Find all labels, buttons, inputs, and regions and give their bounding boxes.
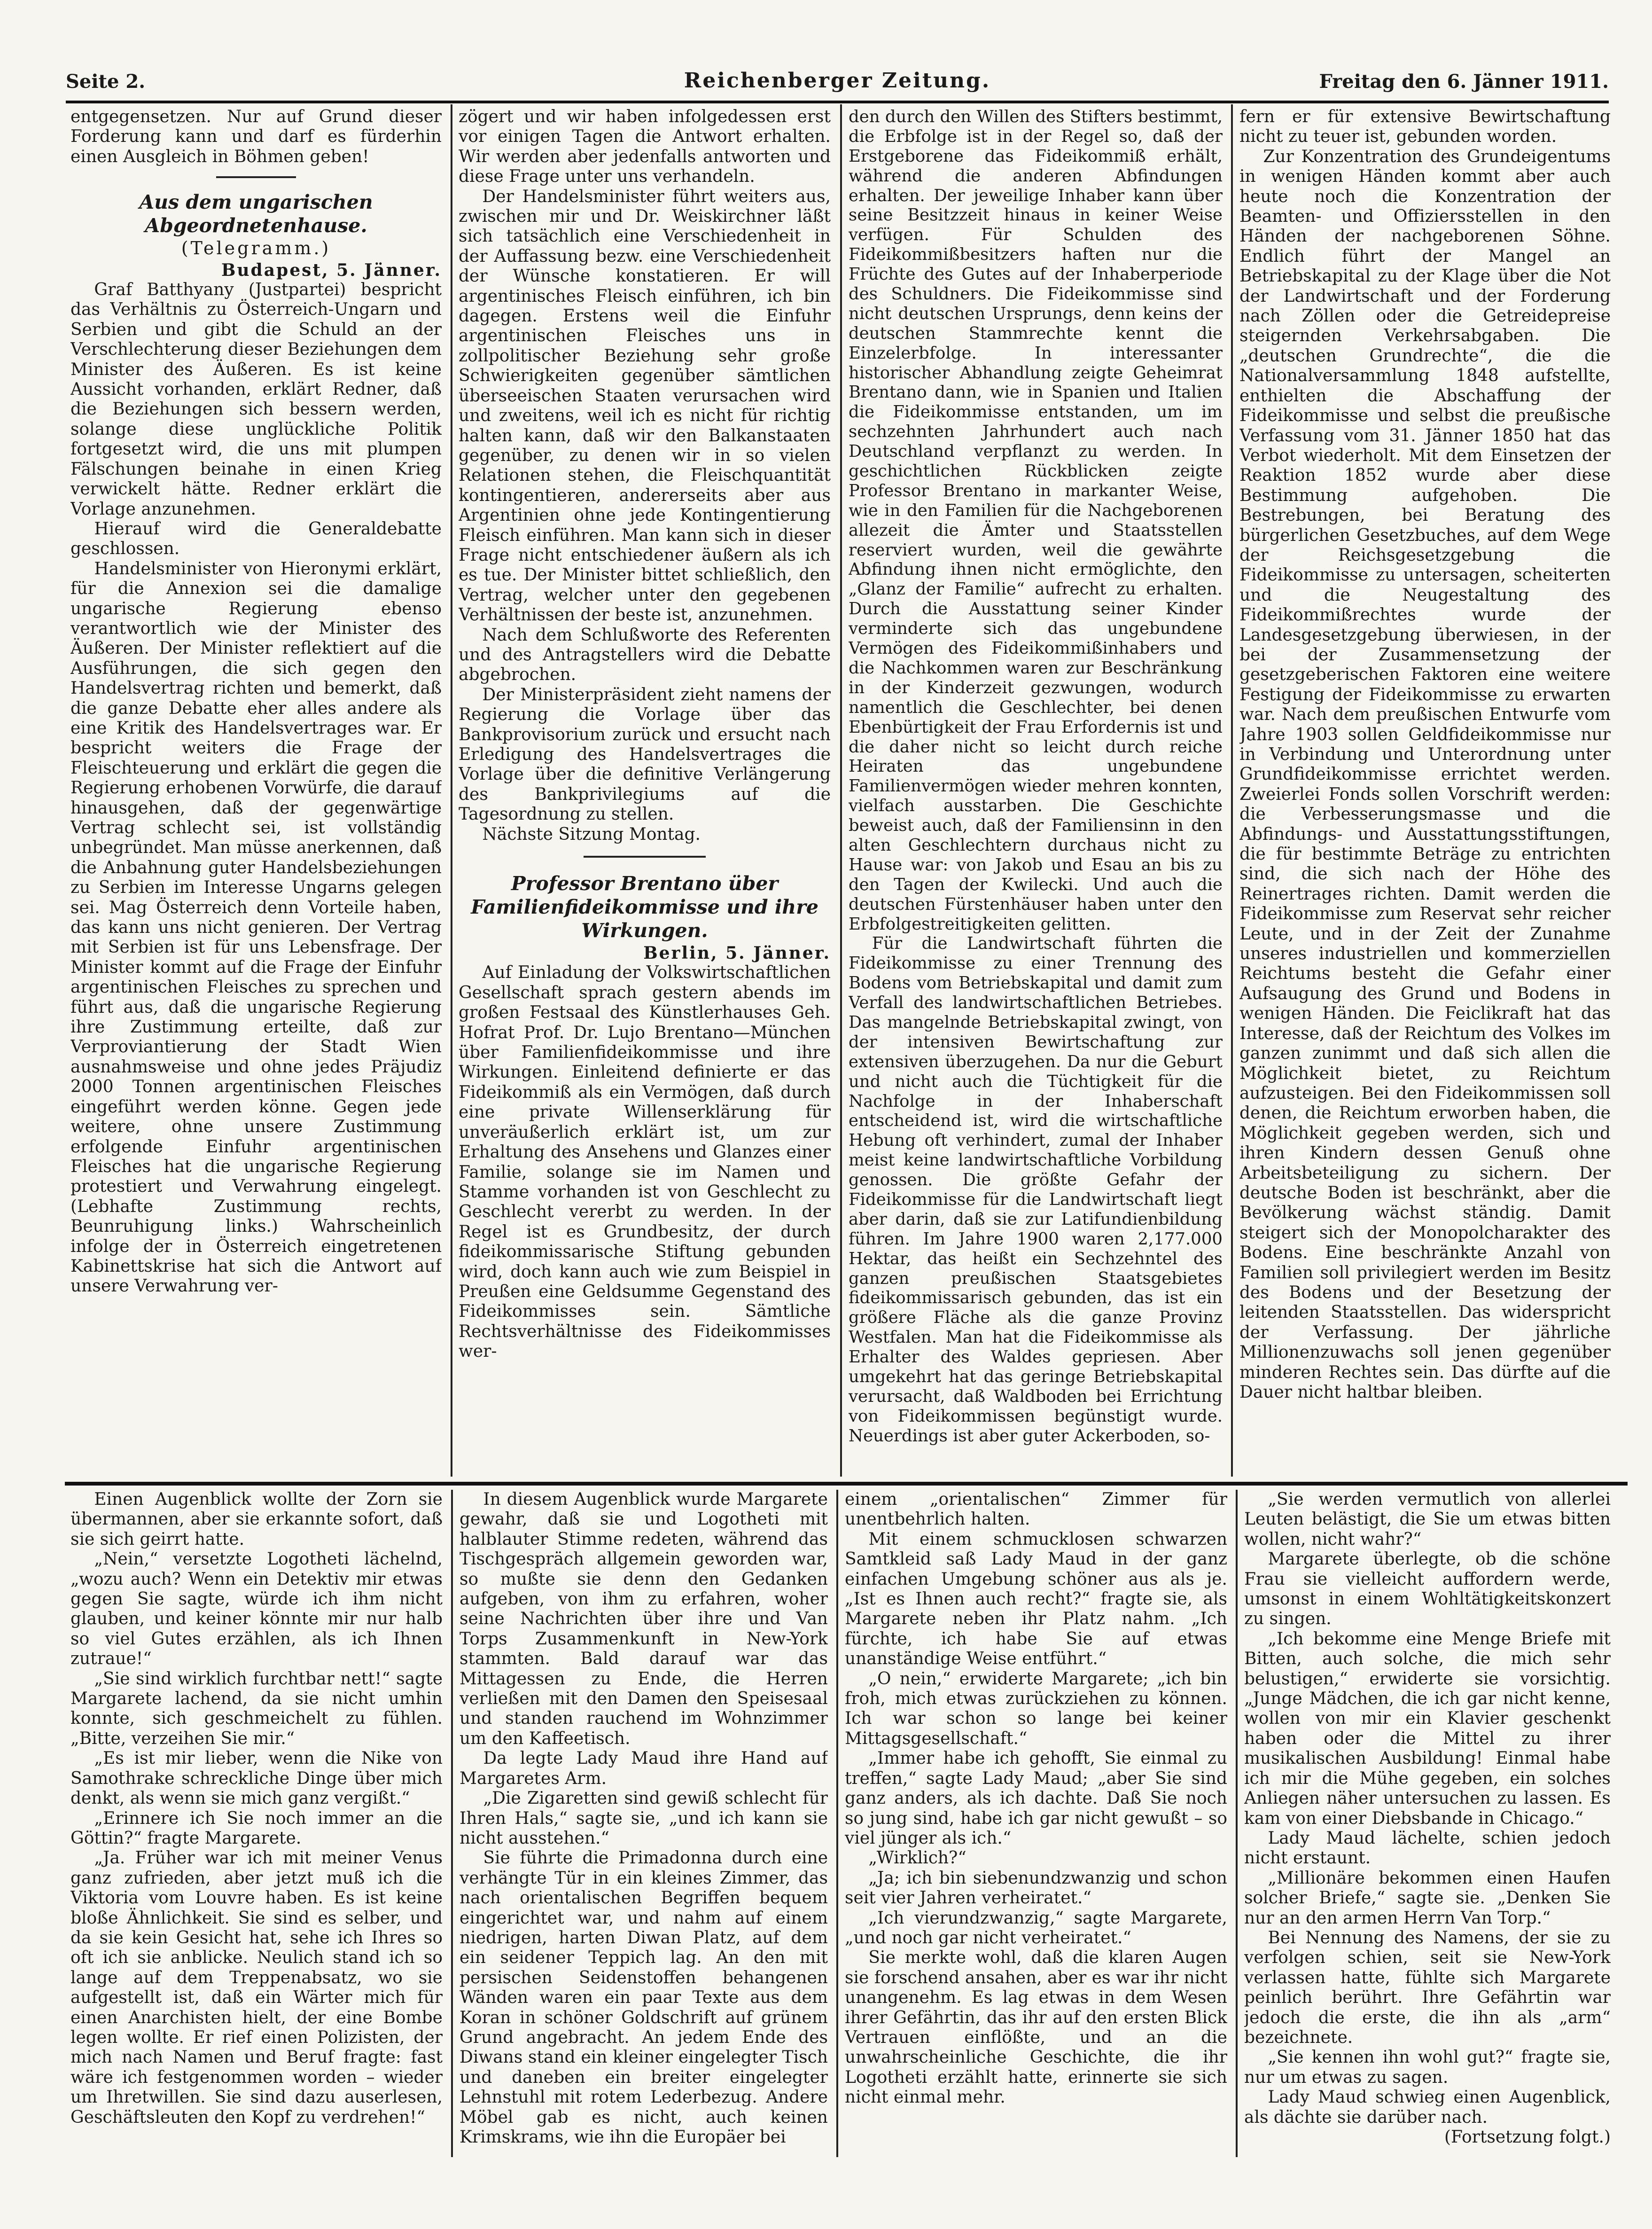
story-text: In diesem Augenblick wurde Margarete gewahr, daß sie und Logotheti mit halblauter Stimme redeten, während das Tischgespräch allgemein geworden war, so mußte sie denn den Gedanken aufgeben, von ihm zu erfahren, woher seine Nachrichten über ihre und Van Torps Zusammenkunft in New-York stammten. Bald darauf war das Mittagessen zu Ende, die Herren verließen mit den Damen den Speisesaal und standen rauchend im Wohnzimmer um den Kaffeetisch. <box>460 1490 828 1748</box>
dateline: Budapest, 5. Jänner. <box>221 260 442 280</box>
story-text: „Ja. Früher war ich mit meiner Venus ganz zufrieden, aber jetzt muß ich die Viktoria vom Louvre haben. Es ist keine bloße Ähnlichkeit. Sie sind es selber, und da sie kein Gesicht hat, sehe ich Ihres so oft ich sie anblicke. Neulich stand ich so lange auf dem Treppenabsatz, wo sie aufgestellt ist, daß ein Wärter mich für einen Anarchisten hielt, der eine Bombe legen wollte. Er rief einen Polizisten, der mich nach Namen und Beruf fragte: fast wäre ich festgenommen worden – wieder um Ihretwillen. Sie sind dazu auserlesen, Geschäftsleuten den Kopf zu verdrehen!“ <box>70 1848 443 2127</box>
story-text: „Erinnere ich Sie noch immer an die Göttin?“ fragte Margarete. <box>70 1808 443 1848</box>
story-text: „Wirklich?“ <box>868 1848 966 1868</box>
column-rule <box>451 1490 453 2157</box>
article-text: Nach dem Schlußworte des Referenten und des Antragstellers wird die Debatte abgebrochen. <box>459 625 831 685</box>
story-text: „Es ist mir lieber, wenn die Nike von Samothrake schreckliche Dinge über mich denkt, als wenn sie mich ganz vergißt.“ <box>70 1749 443 1808</box>
article-text: Hierauf wird die Generaldebatte geschlossen. <box>70 519 442 559</box>
story-text: Mit einem schmucklosen schwarzen Samtkleid saß Lady Maud in der ganz einfachen Umgebung schöner aus als je. „Ist es Ihnen auch recht?“ fragte sie, als Margarete neben ihr Platz nahm. „Ich fürchte, ich habe Sie auf etwas unanständige Weise entführt.“ <box>845 1529 1227 1669</box>
separator-rule <box>216 176 296 178</box>
header-rule <box>66 101 1609 103</box>
column-4 <box>1239 107 1611 1475</box>
story-text: „Ich bekomme eine Menge Briefe mit Bitten, auch solche, die mich sehr belustigen,“ erwiderte sie vorsichtig. „Junge Mädchen, die ich gar nicht kenne, wollen von mir ein Klavier geschenkt haben oder die Mittel zu ihrer musikalischen Ausbildung! Einmal habe ich mir die Mühe gegeben, ein solches Anliegen näher untersuchen zu lassen. Es kam von einer Diebsbande in Chicago.“ <box>1244 1629 1611 1828</box>
column-rule <box>836 1490 838 2157</box>
column-rule <box>1231 104 1233 1477</box>
feuilleton-column-2 <box>460 1490 828 2157</box>
story-text: Sie merkte wohl, daß die klaren Augen sie forschend ansahen, aber es war ihr nicht unangenehm. Es lag etwas in dem Wesen ihrer Gefährtin, das ihr auf den ersten Blick Vertrauen einflößte, und an die unwahrscheinliche Geschichte, die ihr Logotheti erzählt hatte, erinnerte sie sich nicht einmal mehr. <box>845 1948 1227 2107</box>
story-text: Lady Maud lächelte, schien jedoch nicht erstaunt. <box>1244 1828 1611 1868</box>
feuilleton-column-4 <box>1244 1490 1611 2157</box>
column-rule <box>840 104 842 1477</box>
article-text: den durch den Willen des Stifters bestimmt, die Erbfolge ist in der Regel so, daß der Erstgeborene das Fideikommiß erhält, während die anderen Abfindungen erhalten. Der jeweilige Inhaber kann über seine Besitzzeit hinaus in keiner Weise verfügen. Für Schulden des Fideikommißbesitzers haften nur die Früchte des Gutes auf der Inhaberperiode des Schuldners. Die Fideikommisse sind nicht deutschen Ursprungs, denn keins der deutschen Stammrechte kennt die Einzelerbfolge. In interessanter historischer Abhandlung zeigte Geheimrat Brentano dann, wie in Spanien und Italien die Fideikommisse entstanden, um im sechzehnten Jahrhundert auch nach Deutschland verpflanzt zu werden. In geschichtlichen Rückblicken zeigte Professor Brentano in markanter Weise, wie in den Familien für die Nachgeborenen allezeit die Ämter und Staatsstellen reserviert wurden, weil die gewährte Abfindung ihnen nicht ermöglichte, den „Glanz der Familie“ aufrecht zu erhalten. Durch die Ausstattung seiner Kinder verminderte sich das ungebundene Vermögen des Fideikommißinhabers und die Nachkommen waren zur Beschränkung in der Kinderzeit gezwungen, wodurch namentlich die Geschlechter, bei denen Ebenbürtigkeit der Frau Erfordernis ist und die daher nicht so leicht durch reiche Heiraten das ungebundene Familienvermögen wieder mehren konnten, vielfach ausstarben. Die Geschichte beweist auch, daß der Familiensinn in den alten Geschlechtern durchaus nicht zu Hause war: von Jakob und Esau an bis zu den Tagen der Kwilecki. Und auch die deutschen Fürstenhäuser haben unter den Erbfolgestreitigkeiten gelitten. <box>849 107 1223 934</box>
article-text: zögert und wir haben infolgedessen erst vor einigen Tagen die Antwort erhalten. Wir werden aber jedenfalls antworten und diese Frage unter uns verhandeln. <box>459 107 831 187</box>
article-text: Auf Einladung der Volkswirtschaftlichen Gesellschaft sprach gestern abends im großen Festsaal des Künstlerhauses Geh. Hofrat Prof. Dr. Lujo Brentano—München über Familienfideikommisse und ihre Wirkungen. Einleitend definierte er das Fideikommiß als ein Vermögen, daß durch eine private Willenserklärung für unveräußerlich erklärt ist, um zur Erhaltung des Ansehens und Glanzes einer Familie, solange sie im Namen und Stamme vorhanden ist von Geschlecht zu Geschlecht vererbt zu werden. In der Regel ist es Grundbesitz, der durch fideikommissarische Stiftung gebunden wird, doch kann auch wie zum Beispiel in Preußen eine Geldsumme Gegenstand des Fideikommisses sein. Sämtliche Rechtsverhältnisse des Fideikommisses wer- <box>459 963 831 1361</box>
article-text: entgegensetzen. Nur auf Grund dieser Forderung kann und darf es fürderhin einen Ausgleich in Böhmen geben! <box>70 107 442 166</box>
story-text: „Sie werden vermutlich von allerlei Leuten belästigt, die Sie um etwas bitten wollen, nicht wahr?“ <box>1244 1490 1611 1549</box>
issue-date: Freitag den 6. Jänner 1911. <box>1319 70 1609 93</box>
article-text: Nächste Sitzung Montag. <box>482 824 701 844</box>
story-text: „Ich vierundzwanzig,“ sagte Margarete, „und noch gar nicht verheiratet.“ <box>845 1908 1227 1947</box>
dateline: Berlin, 5. Jänner. <box>643 943 831 963</box>
column-2 <box>459 107 831 1475</box>
column-1 <box>70 107 442 1475</box>
story-text: „Immer habe ich gehofft, Sie einmal zu treffen,“ sagte Lady Maud; „aber Sie sind ganz anders, als ich dachte. Daß Sie noch so jung sind, habe ich gar nicht gewußt – so viel jünger als ich.“ <box>845 1749 1227 1848</box>
article-text: Graf Batthyany (Justpartei) bespricht das Verhältnis zu Österreich-Ungarn und Serbien und gibt die Schuld an der Verschlechterung dieser Beziehungen dem Minister des Äußeren. Es ist keine Aussicht vorhanden, erklärt Redner, daß die Beziehungen sich bessern werden, solange diese unglückliche Politik fortgesetzt wird, die uns mit plumpen Fälschungen beinahe in einen Krieg verwickelt hätte. Redner erklärt die Vorlage anzunehmen. <box>70 280 442 519</box>
section-divider <box>65 1482 1628 1486</box>
article-text: Der Ministerpräsident zieht namens der Regierung die Vorlage über das Bankprovisorium zurück und ersucht nach Erledigung des Handelsvertrages die Vorlage über die definitive Verlängerung des Bankprivilegiums auf die Tagesordnung zu stellen. <box>459 685 831 824</box>
newspaper-title: Reichenberger Zeitung. <box>684 69 991 93</box>
feuilleton-column-3 <box>845 1490 1227 2157</box>
article-text: fern er für extensive Bewirtschaftung nicht zu teuer ist, gebunden worden. <box>1239 107 1611 147</box>
story-text: „Millionäre bekommen einen Haufen solcher Briefe,“ sagte sie. „Denken Sie nur an den armen Herrn Van Torp.“ <box>1244 1868 1611 1928</box>
story-text: „Sie sind wirklich furchtbar nett!“ sagte Margarete lachend, da sie nicht umhin konnte, sich geschmeichelt zu fühlen. „Bitte, verzeihen Sie mir.“ <box>70 1669 443 1748</box>
story-text: Da legte Lady Maud ihre Hand auf Margaretes Arm. <box>460 1749 828 1788</box>
story-text: Lady Maud schwieg einen Augenblick, als dächte sie darüber nach. <box>1244 2088 1611 2127</box>
article-headline: Aus dem ungarischen Abgeordnetenhause. <box>139 191 373 237</box>
separator-rule <box>584 856 706 858</box>
story-text: Sie führte die Primadonna durch eine verhängte Tür in ein kleines Zimmer, das nach orientalischen Begriffen bequem eingerichtet war, und nahm auf einem niedrigen, harten Diwan Platz, auf dem ein seidener Teppich lag. An den mit persischen Seidenstoffen behangenen Wänden waren ein paar Texte aus dem Koran in schöner Goldschrift auf grünem Grund angebracht. An jedem Ende des Diwans stand ein kleiner eingelegter Tisch und daneben ein breiter eingelegter Lehnstuhl mit rotem Lederbezug. Andere Möbel gab es nicht, auch keinen Krimskrams, wie ihn die Europäer bei <box>460 1848 828 2147</box>
column-rule <box>451 104 452 1477</box>
story-text: „Die Zigaretten sind gewiß schlecht für Ihren Hals,“ sagte sie, „und ich kann sie nicht ausstehen.“ <box>460 1789 828 1848</box>
article-text: Für die Landwirtschaft führten die Fideikommisse zu einer Trennung des Bodens vom Betriebskapital und damit zum Verfall des landwirtschaftlichen Betriebes. Das mangelnde Betriebskapital zwingt, von der intensiven Bewirtschaftung zur extensiven überzugehen. Da nur die Geburt und nicht auch die Tüchtigkeit für die Nachfolge in der Inhaberschaft entscheidend ist, wird die wirtschaftliche Hebung oft verhindert, zumal der Inhaber meist keine landwirtschaftliche Vorbildung genossen. Die größte Gefahr der Fideikommisse für die Landwirtschaft liegt aber darin, daß sie zur Latifundienbildung führen. Im Jahre 1900 waren 2,177.000 Hektar, das heißt ein Sechzehntel des ganzen preußischen Staatsgebietes fideikommissarisch gebunden, das ist ein größere Fläche als die ganze Provinz Westfalen. Man hat die Fideikommisse als Erhalter des Waldes gepriesen. Aber umgekehrt hat das geringe Betriebskapital verursacht, daß Waldboden bei Errichtung von Fideikommissen begünstigt wurde. Neuerdings ist aber guter Ackerboden, so- <box>849 934 1223 1446</box>
article-headline: Professor Brentano über Familienfideikommisse und ihre Wirkungen. <box>471 872 818 942</box>
article-subhead: (Telegramm.) <box>181 238 331 259</box>
story-text: „Ja; ich bin siebenundzwanzig und schon seit vier Jahren verheiratet.“ <box>845 1868 1227 1908</box>
story-text: „Sie kennen ihn wohl gut?“ fragte sie, nur um etwas zu sagen. <box>1244 2048 1611 2087</box>
story-text: „O nein,“ erwiderte Margarete; „ich bin froh, mich etwas zurückziehen zu können. Ich war schon so lange bei keiner Mittagsgesellschaft.“ <box>845 1669 1227 1748</box>
story-text: „Nein,“ versetzte Logotheti lächelnd, „wozu auch? Wenn ein Detektiv mir etwas gegen Sie sagte, würde ich ihm nicht glauben, und keiner könnte mir nur halb so viel Gutes erzählen, als ich Ihnen zutraue!“ <box>70 1549 443 1669</box>
page-number: Seite 2. <box>66 70 146 93</box>
story-text: Einen Augenblick wollte der Zorn sie übermannen, aber sie erkannte sofort, daß sie sich geirrt hatte. <box>70 1490 443 1549</box>
column-3 <box>849 107 1223 1475</box>
story-text: einem „orientalischen“ Zimmer für unentbehrlich halten. <box>845 1490 1227 1529</box>
story-text: Bei Nennung des Namens, der sie zu verfolgen schien, seit sie New-York verlassen hatte, fühlte sich Margarete peinlich berührt. Ihre Gefährtin war jedoch die erste, die ihn als „arm“ bezeichnete. <box>1244 1928 1611 2047</box>
article-text: Der Handelsminister führt weiters aus, zwischen mir und Dr. Weiskirchner läßt sich tatsächlich eine Verschiedenheit in der Auffassung bezw. eine Verschiedenheit der Wünsche konstatieren. Er will argentinisches Fleisch einführen, ich bin dagegen. Erstens weil die Einfuhr argentinischen Fleisches uns in zollpolitischer Beziehung sehr große Schwierigkeiten gegenüber sämtlichen überseeischen Staaten verursachen wird und zweitens, weil ich es nicht für richtig halten kann, daß wir den Balkanstaaten gegenüber, zu denen wir in so vielen Relationen stehen, die Fleischquantität kontingentieren, andererseits aber aus Argentinien ohne jede Kontingentierung Fleisch einführen. Man kann sich in dieser Frage nicht entschiedener äußern als ich es tue. Der Minister bittet schließlich, den Vertrag, welcher unter den gegebenen Verhältnissen der beste ist, anzunehmen. <box>459 187 831 625</box>
feuilleton-column-1 <box>70 1490 443 2157</box>
story-text: Margarete überlegte, ob die schöne Frau sie vielleicht auffordern werde, umsonst in einem Wohltätigkeitskonzert zu singen. <box>1244 1549 1611 1629</box>
article-text: Zur Konzentration des Grundeigentums in wenigen Händen kommt aber auch heute noch die Konzentration der Beamten- und Offiziersstellen in den Händen der nachgeborenen Söhne. Endlich führt der Mangel an Betriebskapital zu der Klage über die Not der Landwirtschaft und der Forderung nach Zöllen oder die Getreidepreise steigernden Verkehrsabgaben. Die „deutschen Grundrechte“, die die Nationalversammlung 1848 aufstellte, enthielten die Abschaffung der Fideikommisse und selbst die preußische Verfassung vom 31. Jänner 1850 hat das Verbot wiederholt. Mit dem Einsetzen der Reaktion 1852 wurde aber diese Bestimmung aufgehoben. Die Bestrebungen, bei Beratung des bürgerlichen Gesetzbuches, auf dem Wege der Reichsgesetzgebung die Fideikommisse zu untersagen, scheiterten und die Neugestaltung des Fideikommißrechtes wurde der Landesgesetzgebung überwiesen, in der bei der Zusammensetzung der gesetzgeberischen Faktoren eine weitere Festigung der Fideikommisse zu erwarten war. Nach dem preußischen Entwurfe vom Jahre 1903 sollen Geldfideikommisse nur in Verbindung und Unterordnung unter Grundfideikommisse errichtet werden. Zweierlei Fonds sollen Vorschrift werden: die Verbesserungsmasse und die Abfindungs- und Ausstattungsstiftungen, die für bestimmte Beträge zu entrichten sind, die sich nach der Höhe des Reinertrages richten. Damit werden die Fideikommisse zum Reservat sehr reicher Leute, und in der Zeit der Zunahme unseres industriellen und kommerziellen Reichtums besteht die Gefahr einer Aufsaugung des Grund und Bodens in wenigen Händen. Die Feiclikraft hat das Interesse, daß der Reichtum des Volkes im ganzen zunimmt und daß sich allen die Möglichkeit bietet, zu Reichtum aufzusteigen. Bei den Fideikommissen soll denen, die Reichtum erworben haben, die Möglichkeit gegeben werden, sich und ihren Kindern dessen Genuß ohne Arbeitsbeteiligung zu sichern. Der deutsche Boden ist beschränkt, aber die Bevölkerung wächst ständig. Damit steigert sich der Monopolcharakter des Bodens. Eine beschränkte Anzahl von Familien soll privilegiert werden im Besitz des Bodens und der Besetzung der leitenden Staatsstellen. Das widerspricht der Verfassung. Der jährliche Millionenzuwachs soll jenen gegenüber minderen Rechtes sein. Das dürfte auf die Dauer nicht haltbar bleiben. <box>1239 147 1611 1402</box>
column-rule <box>1236 1490 1238 2157</box>
continuation-note: (Fortsetzung folgt.) <box>1444 2127 1611 2147</box>
article-text: Handelsminister von Hieronymi erklärt, für die Annexion sei die damalige ungarische Regierung ebenso verantwortlich wie der Minister des Äußeren. Der Minister reflektiert auf die Ausführungen, die sich gegen den Handelsvertrag richten und bemerkt, daß die ganze Debatte eher alles andere als eine Kritik des Handelsvertrages war. Er bespricht weiters die Frage der Fleischteuerung und erklärt die gegen die Regierung erhobenen Vorwürfe, die darauf hinausgehen, daß der gegenwärtige Vertrag schlecht sei, ist vollständig unbegründet. Man müsse anerkennen, daß die Anbahnung guter Handelsbeziehungen zu Serbien im Interesse Ungarns gelegen sei. Mag Österreich denn Vorteile haben, das kann uns nicht genieren. Der Vertrag mit Serbien ist für uns Lebensfrage. Der Minister kommt auf die Frage der Einfuhr argentinischen Fleisches zu sprechen und führt aus, daß die ungarische Regierung ihre Zustimmung erteilte, daß zur Verproviantierung der Stadt Wien ausnahmsweise und ohne jedes Präjudiz 2000 Tonnen argentinischen Fleisches eingeführt werden könne. Gegen jede weitere, ohne unsere Zustimmung erfolgende Einfuhr argentinischen Fleisches hat die ungarische Regierung protestiert und Verwahrung eingelegt. (Lebhafte Zustimmung rechts, Beunruhigung links.) Wahrscheinlich infolge der in Österreich eingetretenen Kabinettskrise hat sich die Antwort auf unsere Verwahrung ver- <box>70 559 442 1296</box>
page-header <box>66 70 1609 99</box>
